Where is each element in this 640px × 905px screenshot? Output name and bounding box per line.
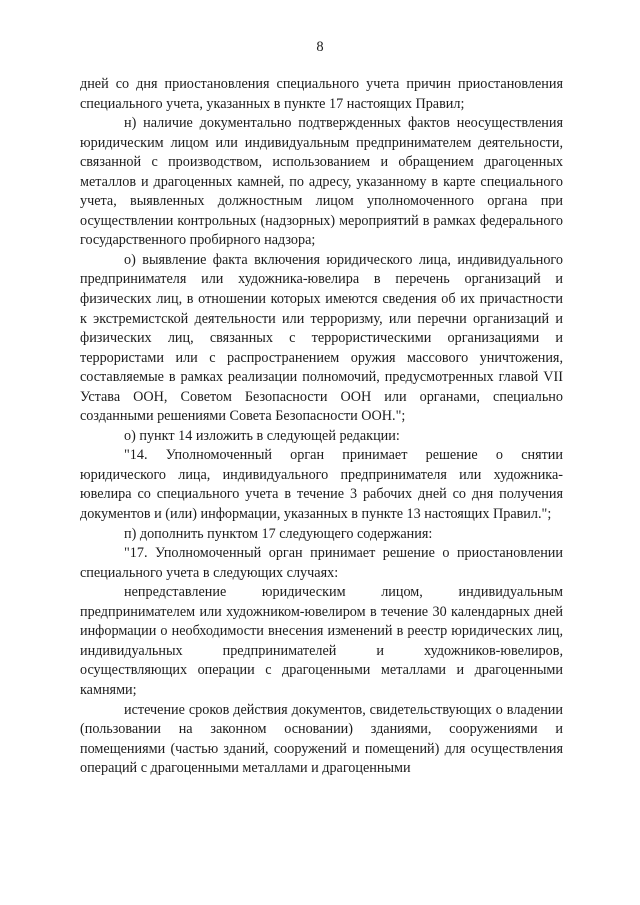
paragraph-amend-14: о) пункт 14 изложить в следующей редакции:	[124, 427, 400, 444]
document-body	[80, 75, 563, 779]
paragraph-item-o: о) выявление факта включения юридического лица, индивидуального предпринимателя или художника-ювелира в перечень организаций и физических лиц, в отношении которых имеются сведения об их причастности к экстремистской деятельности или терроризму, или перечни организаций и физических лиц, связанных с террористическими организациями и террористами или с распространением оружия массового уничтожения, составляемые в рамках реализации полномочий, предусмотренных главой VII Устава ООН, Советом Безопасности ООН или органами, специально созданными решениями Совета Безопасности ООН.";	[80, 251, 563, 425]
page-number: 8	[316, 39, 324, 55]
paragraph-case-1: непредставление юридическим лицом, индивидуальным предпринимателем или художником-ювелиром в течение 30 календарных дней информации о необходимости внесения изменений в реестр юридических лиц, индивидуальных предпринимателей и художников-ювелиров, осуществляющих операции с драгоценными металлами и драгоценными камнями;	[80, 584, 563, 698]
paragraph-item-n: н) наличие документально подтвержденных фактов неосуществления юридическим лицом или индивидуальным предпринимателем деятельности, связанной с производством, использованием и обращением драгоценных металлов и драгоценных камней, по адресу, указанному в карте специального учета, выявленных должностным лицом уполномоченного органа при осуществлении контрольных (надзорных) мероприятий в рамках федерального государственного пробирного надзора;	[80, 115, 563, 249]
paragraph-clause-17: "17. Уполномоченный орган принимает решение о приостановлении специального учета в следующих случаях:	[80, 545, 563, 581]
paragraph-clause-14: "14. Уполномоченный орган принимает решение о снятии юридического лица, индивидуального предпринимателя или художника-ювелира со специального учета в течение 3 рабочих дней со дня получения документов и (или) информации, указанных в пункте 13 настоящих Правил.";	[80, 447, 563, 523]
paragraph-continuation: дней со дня приостановления специального учета причин приостановления специального учета, указанных в пункте 17 настоящих Правил;	[80, 76, 563, 112]
paragraph-case-2: истечение сроков действия документов, свидетельствующих о владении (пользовании на законном основании) зданиями, сооружениями и помещениями (частью зданий, сооружений и помещений) для осуществления операций с драгоценными металлами и драгоценными	[80, 701, 563, 777]
paragraph-amend-17: п) дополнить пунктом 17 следующего содержания:	[124, 525, 433, 542]
